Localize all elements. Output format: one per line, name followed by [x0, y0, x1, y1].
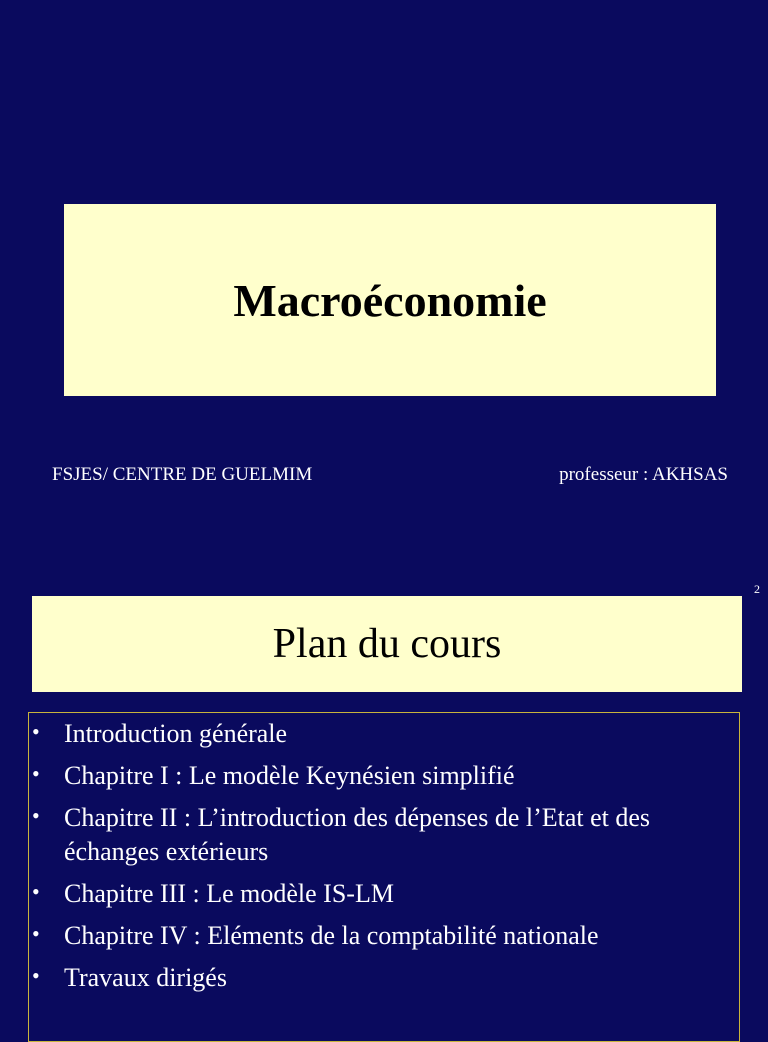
list-item-text: Travaux dirigés: [64, 963, 227, 992]
slide2-title: Plan du cours: [272, 621, 502, 667]
list-item: [29, 877, 719, 911]
course-plan-box: [28, 712, 740, 1042]
slide2-title-box: [32, 596, 742, 692]
list-item-text: Chapitre II : L’introduction des dépenses de l’Etat et des échanges extérieurs: [64, 803, 651, 866]
list-item: [29, 717, 719, 751]
slide1-title-box: [64, 204, 716, 396]
bullet-icon: •: [32, 761, 40, 786]
bullet-icon: •: [32, 921, 40, 946]
list-item-text: Introduction générale: [64, 719, 288, 748]
list-item: [29, 919, 719, 953]
course-plan-list: [29, 713, 739, 995]
list-item: [29, 801, 719, 869]
bullet-icon: •: [32, 803, 40, 828]
slide-number: 2: [754, 582, 760, 596]
list-item: [29, 759, 719, 793]
list-item-text: Chapitre III : Le modèle IS-LM: [64, 879, 394, 908]
footer-professor: professeur : AKHSAS: [559, 464, 728, 485]
list-item-text: Chapitre I : Le modèle Keynésien simplifié: [64, 761, 515, 790]
bullet-icon: •: [32, 963, 40, 988]
footer-institution: FSJES/ CENTRE DE GUELMIM: [52, 464, 313, 485]
slide1-title: Macroéconomie: [233, 274, 547, 326]
bullet-icon: •: [32, 879, 40, 904]
list-item: [29, 961, 719, 995]
bullet-icon: •: [32, 719, 40, 744]
list-item-text: Chapitre IV : Eléments de la comptabilité nationale: [64, 921, 599, 950]
